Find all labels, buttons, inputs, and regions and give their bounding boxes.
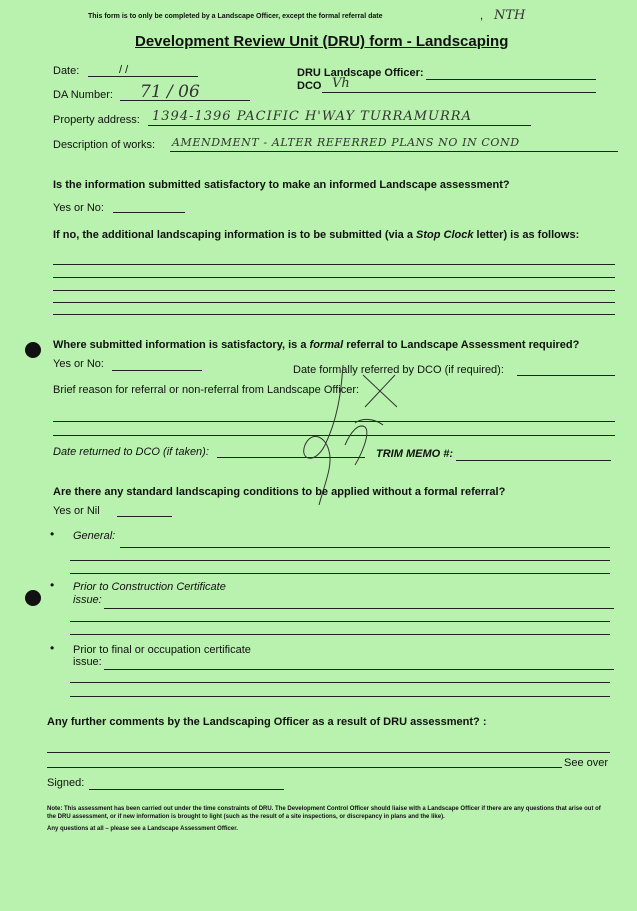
- trim-memo-field[interactable]: [456, 460, 611, 461]
- prior-final-line-1[interactable]: [104, 669, 614, 670]
- dco-field[interactable]: [322, 92, 596, 93]
- prior-final-label-line2: issue:: [73, 656, 102, 668]
- footer-questions: Any questions at all – please see a Landscape Assessment Officer.: [47, 826, 238, 832]
- bullet-point: •: [50, 641, 55, 655]
- signed-field[interactable]: [89, 789, 284, 790]
- section4-question: Any further comments by the Landscaping Officer as a result of DRU assessment? :: [47, 716, 487, 728]
- bullet-point: •: [50, 527, 55, 541]
- property-address-label: Property address:: [53, 114, 140, 126]
- trim-memo-label: TRIM MEMO #:: [376, 448, 453, 460]
- date-field[interactable]: [88, 76, 198, 77]
- general-line-3[interactable]: [70, 573, 610, 574]
- see-over-text: See over: [564, 757, 609, 769]
- property-address-handwritten-value: 1394-1396 PACIFIC H'WAY TURRAMURRA: [152, 109, 472, 124]
- additional-info-line-2[interactable]: [53, 277, 615, 278]
- property-address-field[interactable]: [148, 125, 531, 126]
- section1-yes-no-field[interactable]: [113, 212, 185, 213]
- dco-handwritten-value: Vh: [332, 76, 350, 91]
- additional-info-line-5[interactable]: [53, 314, 615, 315]
- prior-construction-line-1[interactable]: [104, 608, 614, 609]
- prior-construction-line-2[interactable]: [70, 621, 610, 622]
- prior-construction-label-line2: issue:: [73, 594, 102, 606]
- prior-final-line-2[interactable]: [70, 682, 610, 683]
- section3-question: Are there any standard landscaping conditions to be applied without a formal referral?: [53, 486, 506, 498]
- comments-line-2[interactable]: [47, 767, 562, 768]
- yes-or-nil-label: Yes or Nil: [53, 505, 100, 517]
- section1-if-no-text: If no, the additional landscaping information is to be submitted (via a Stop Clock letter) is as follows:: [53, 229, 580, 241]
- general-line-1[interactable]: [120, 547, 610, 548]
- general-line-2[interactable]: [70, 560, 610, 561]
- general-label: General:: [73, 530, 116, 542]
- additional-info-line-3[interactable]: [53, 290, 615, 291]
- section2-question: Where submitted information is satisfactory, is a formal referral to Landscape Assessment required?: [53, 339, 580, 351]
- form-title: Development Review Unit (DRU) form - Landscaping: [135, 33, 509, 50]
- footer-note: Note: This assessment has been carried out under the time constraints of DRU. The Development Control Officer should liaise with a Landscape Officer if there are any questions that arise out of the DRU assessment, or if new information is brought to light (such as the result of a site inspections, or discrepancy in plans and the like).: [47, 806, 601, 820]
- dash-mark: ,: [480, 10, 484, 22]
- additional-info-line-4[interactable]: [53, 302, 615, 303]
- yes-or-nil-field[interactable]: [117, 516, 172, 517]
- prior-final-line-3[interactable]: [70, 696, 610, 697]
- signed-label: Signed:: [47, 777, 85, 789]
- date-slashes: / /: [119, 64, 129, 76]
- date-formally-referred-field[interactable]: [517, 375, 615, 376]
- additional-info-line-1[interactable]: [53, 264, 615, 265]
- prior-construction-label-line1: Prior to Construction Certificate: [73, 581, 226, 593]
- section2-yes-no-label: Yes or No:: [53, 358, 104, 370]
- description-of-works-field[interactable]: [170, 151, 618, 152]
- date-label: Date:: [53, 65, 80, 77]
- brief-reason-label: Brief reason for referral or non-referral from Landscape Officer:: [53, 384, 360, 396]
- da-number-label: DA Number:: [53, 89, 113, 101]
- description-handwritten-value: AMENDMENT - ALTER REFERRED PLANS NO IN COND: [172, 136, 520, 149]
- date-returned-label: Date returned to DCO (if taken):: [53, 446, 209, 458]
- section1-yes-no-label: Yes or No:: [53, 202, 104, 214]
- dru-officer-field[interactable]: [426, 79, 596, 80]
- description-of-works-label: Description of works:: [53, 139, 156, 151]
- date-formally-referred-label: Date formally referred by DCO (if required):: [293, 364, 504, 376]
- dco-label: DCO: [297, 80, 322, 92]
- form-instruction: This form is to only be completed by a Landscape Officer, except the formal referral date: [88, 13, 383, 20]
- prior-final-label-line1: Prior to final or occupation certificate: [73, 644, 251, 656]
- dru-officer-label: DRU Landscape Officer:: [297, 67, 424, 79]
- punch-hole-mark: [25, 342, 41, 358]
- bullet-point: •: [50, 578, 55, 592]
- comments-line-1[interactable]: [47, 752, 610, 753]
- section2-yes-no-field[interactable]: [112, 370, 202, 371]
- da-number-handwritten-value: 71 / 06: [140, 82, 200, 102]
- punch-hole-mark: [25, 590, 41, 606]
- handwritten-mark: NTH: [494, 8, 526, 23]
- section1-question: Is the information submitted satisfactory to make an informed Landscape assessment?: [53, 179, 510, 191]
- prior-construction-line-3[interactable]: [70, 634, 610, 635]
